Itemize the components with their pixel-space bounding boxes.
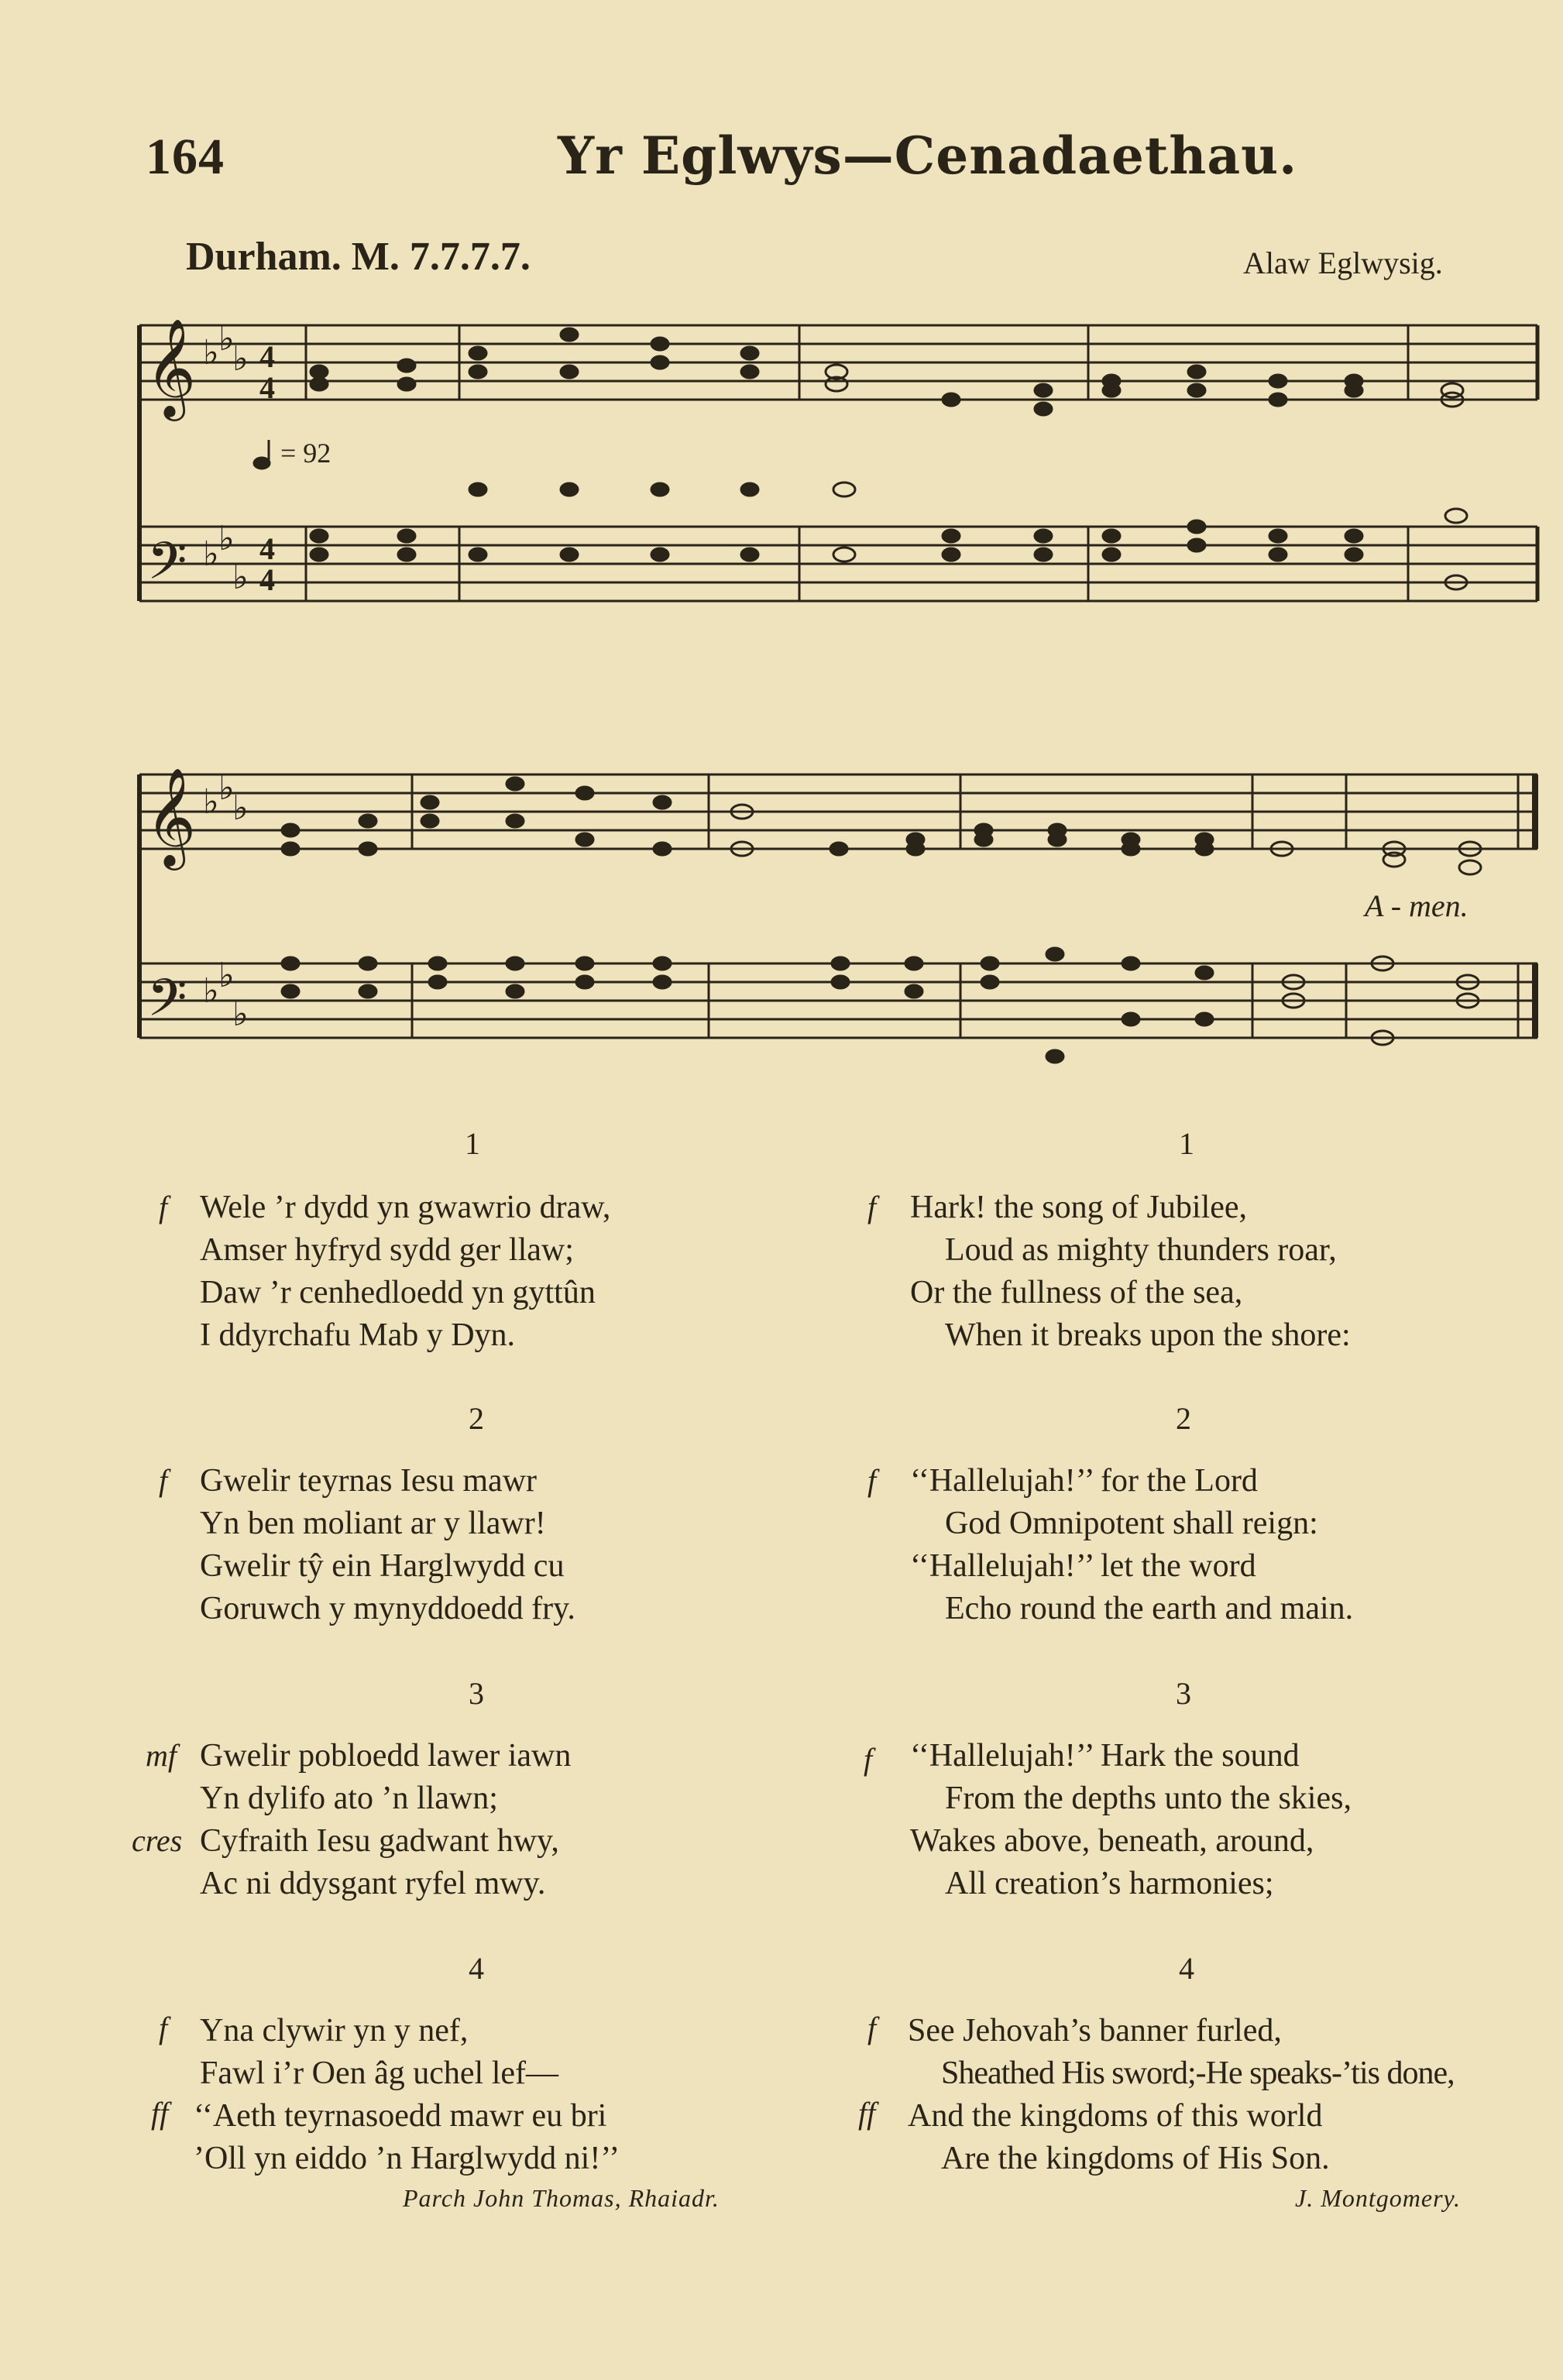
dynamic-mark: f — [867, 1463, 877, 1498]
verse-number: 3 — [469, 1676, 484, 1711]
dynamic-mark: ff — [858, 2096, 876, 2131]
dynamic-mark: f — [159, 2011, 168, 2045]
verse-line: Yn ben moliant ar y llawr! — [200, 1506, 546, 1541]
verse-line: Sheathed His sword;-He speaks-’tis done, — [941, 2055, 1455, 2091]
verse-line: Are the kingdoms of His Son. — [941, 2141, 1330, 2176]
svg-text:♭: ♭ — [232, 995, 249, 1033]
dynamic-mark: mf — [146, 1738, 177, 1773]
treble-notes-1 — [311, 328, 1463, 415]
dynamic-mark: f — [867, 2011, 877, 2045]
verse-line: Goruwch y mynyddoedd fry. — [200, 1591, 575, 1626]
verse-line: ‘‘Hallelujah!’’ let the word — [910, 1548, 1256, 1584]
verse-number: 1 — [465, 1126, 480, 1161]
dynamic-mark: f — [159, 1190, 168, 1224]
svg-text:♭: ♭ — [218, 320, 235, 358]
verse-number: 4 — [1179, 1951, 1194, 1986]
verse-line: I ddyrchafu Mab y Dyn. — [200, 1317, 516, 1353]
welsh-credit: Parch John Thomas, Rhaiadr. — [403, 2184, 720, 2212]
verse-line: Yna clywir yn y nef, — [200, 2013, 469, 2049]
verse-line: Fawl i’r Oen âg uchel lef— — [200, 2055, 559, 2091]
verse-line: ‘‘Hallelujah!’’ for the Lord — [910, 1463, 1258, 1499]
dynamic-mark: f — [159, 1463, 168, 1498]
verse-line: ‘‘Aeth teyrnasoedd mawr eu bri — [194, 2098, 607, 2134]
svg-text:𝄞: 𝄞 — [146, 767, 197, 866]
svg-text:4: 4 — [259, 339, 275, 374]
verse-line: Echo round the earth and main. — [945, 1591, 1354, 1626]
svg-text:♭: ♭ — [218, 769, 235, 807]
verse-line: See Jehovah’s banner furled, — [908, 2013, 1282, 2049]
english-credit: J. Montgomery. — [1295, 2184, 1461, 2212]
tune-source: Alaw Eglwysig. — [1243, 246, 1443, 280]
verse-line: Amser hyfryd sydd ger llaw; — [200, 1232, 574, 1268]
verse-line: Cyfraith Iesu gadwant hwy, — [200, 1823, 559, 1859]
dynamic-mark: cres — [132, 1823, 183, 1858]
svg-text:♭: ♭ — [203, 334, 219, 372]
tune-name: Durham. M. 7.7.7.7. — [186, 235, 531, 279]
svg-text:♭: ♭ — [232, 789, 249, 827]
verse-line: Wakes above, beneath, around, — [910, 1823, 1314, 1859]
svg-text:4: 4 — [259, 531, 275, 566]
svg-text:𝄞: 𝄞 — [146, 318, 197, 417]
svg-text:4: 4 — [259, 562, 275, 597]
dynamic-mark: f — [864, 1742, 873, 1777]
verse-line: ‘‘Hallelujah!’’ Hark the sound — [910, 1738, 1300, 1774]
tempo-marking: = 92 — [280, 438, 331, 469]
svg-text:𝄢: 𝄢 — [147, 531, 187, 603]
bass-staff-2 — [139, 963, 1537, 1038]
amen-lyric: A - men. — [1365, 888, 1469, 923]
verse-line: Gwelir tŷ ein Harglwydd cu — [200, 1548, 565, 1584]
verse-line: And the kingdoms of this world — [908, 2098, 1323, 2134]
verse-number: 2 — [1176, 1401, 1191, 1436]
svg-text:4: 4 — [259, 370, 275, 405]
page-number: 164 — [146, 129, 225, 185]
bass-staff-1 — [139, 527, 1537, 601]
verse-line: Loud as mighty thunders roar, — [945, 1232, 1337, 1268]
verse-line: Gwelir pobloedd lawer iawn — [200, 1738, 572, 1774]
dynamic-mark: ff — [151, 2096, 169, 2131]
svg-text:♭: ♭ — [203, 783, 219, 821]
page-heading: Yr Eglwys—Cenadaethau. — [558, 125, 1298, 186]
verse-line: Wele ’r dydd yn gwawrio draw, — [200, 1190, 611, 1225]
svg-text:♭: ♭ — [203, 972, 219, 1010]
bass-notes-1 — [311, 483, 1467, 589]
verse-line: From the depths unto the skies, — [945, 1781, 1352, 1816]
music-score — [0, 0, 1563, 1084]
verse-line: God Omnipotent shall reign: — [945, 1506, 1318, 1541]
svg-text:♭: ♭ — [232, 558, 249, 596]
verse-line: Hark! the song of Jubilee, — [910, 1190, 1248, 1225]
verse-line: Or the fullness of the sea, — [910, 1275, 1243, 1310]
svg-text:♭: ♭ — [218, 956, 235, 994]
verse-line: All creation’s harmonies; — [945, 1866, 1274, 1901]
svg-text:♭: ♭ — [203, 535, 219, 573]
verse-line: Ac ni ddysgant ryfel mwy. — [200, 1866, 546, 1901]
svg-text:𝄢: 𝄢 — [147, 968, 187, 1040]
verse-number: 4 — [469, 1951, 484, 1986]
verse-number: 2 — [469, 1401, 484, 1436]
dynamic-mark: f — [867, 1190, 877, 1224]
verse-line: Yn dylifo ato ’n llawn; — [200, 1781, 498, 1816]
bass-notes-2 — [282, 948, 1479, 1063]
verse-line: When it breaks upon the shore: — [945, 1317, 1351, 1353]
verse-number: 3 — [1176, 1676, 1191, 1711]
treble-staff-1 — [139, 325, 1537, 400]
svg-text:♭: ♭ — [232, 340, 249, 378]
verse-number: 1 — [1179, 1126, 1194, 1161]
verse-line: Gwelir teyrnas Iesu mawr — [200, 1463, 538, 1499]
treble-staff-2 — [139, 774, 1537, 849]
verse-line: Daw ’r cenhedloedd yn gyttûn — [200, 1275, 596, 1310]
verse-line: ’Oll yn eiddo ’n Harglwydd ni!’’ — [194, 2141, 620, 2176]
svg-text:♭: ♭ — [218, 520, 235, 558]
